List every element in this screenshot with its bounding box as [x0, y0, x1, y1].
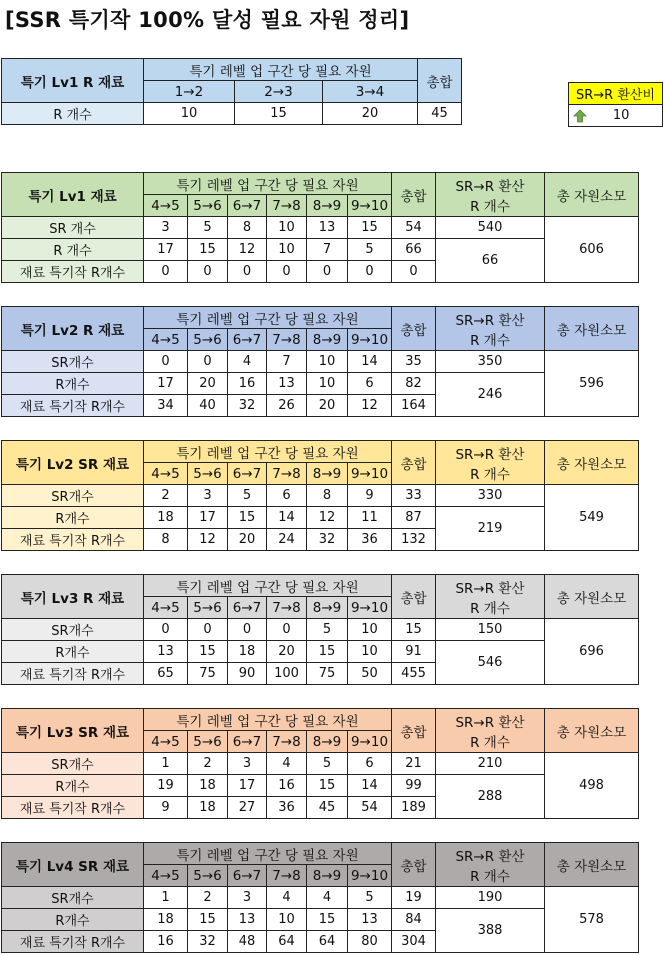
sr-conversion-cell: 330 — [436, 485, 545, 507]
conversion-header: SR→R 환산 R 개수 — [436, 843, 545, 887]
table-row — [2, 641, 639, 663]
total-cell: 455 — [392, 663, 436, 685]
grand-total-header: 총 자원소모 — [545, 173, 639, 217]
total-cell: 99 — [392, 775, 436, 797]
value-cell: 15 — [188, 909, 228, 931]
value-cell: 2 — [188, 887, 228, 909]
level-header: 4→5 — [144, 463, 188, 485]
level-header: 9→10 — [348, 731, 392, 753]
level-header: 7→8 — [267, 865, 307, 887]
level-header: 4→5 — [144, 195, 188, 217]
row-label: 재료 특기작 R개수 — [2, 931, 144, 953]
row-label: R개수 — [2, 507, 144, 529]
level-header: 4→5 — [144, 329, 188, 351]
value-cell: 11 — [348, 507, 392, 529]
value-cell: 0 — [144, 619, 188, 641]
value-cell: 0 — [188, 351, 228, 373]
table-name: 특기 Lv1 R 재료 — [2, 59, 144, 103]
value-cell: 27 — [228, 797, 267, 819]
row-label: SR개수 — [2, 619, 144, 641]
row-label: SR개수 — [2, 485, 144, 507]
grand-total-cell: 596 — [545, 351, 639, 417]
level-header: 5→6 — [188, 329, 228, 351]
value-cell: 6 — [267, 485, 307, 507]
value-cell: 3 — [228, 753, 267, 775]
total-cell: 132 — [392, 529, 436, 551]
total-cell: 164 — [392, 395, 436, 417]
value-cell: 75 — [188, 663, 228, 685]
level-header: 5→6 — [188, 463, 228, 485]
value-cell: 16 — [228, 373, 267, 395]
grand-total-cell: 549 — [545, 485, 639, 551]
value-cell: 36 — [267, 797, 307, 819]
level-header: 8→9 — [307, 731, 348, 753]
value-cell: 64 — [267, 931, 307, 953]
value-cell: 24 — [267, 529, 307, 551]
row-label: R개수 — [2, 373, 144, 395]
value-cell: 8 — [228, 217, 267, 239]
value-cell: 10 — [348, 641, 392, 663]
value-cell: 14 — [348, 775, 392, 797]
value-cell: 9 — [144, 797, 188, 819]
level-header: 9→10 — [348, 329, 392, 351]
row-label: 재료 특기작 R개수 — [2, 797, 144, 819]
value-cell: 15 — [307, 909, 348, 931]
value-cell: 3 — [144, 217, 188, 239]
group-header: 특기 레벨 업 구간 당 필요 자원 — [144, 709, 392, 731]
value-cell: 13 — [267, 373, 307, 395]
total-cell: 45 — [418, 103, 462, 125]
value-cell: 12 — [307, 507, 348, 529]
value-cell: 9 — [348, 485, 392, 507]
grand-total-cell: 578 — [545, 887, 639, 953]
r-conversion-cell: 546 — [436, 641, 545, 685]
total-header: 총합 — [418, 59, 462, 103]
level-header: 2→3 — [235, 81, 323, 103]
value-cell: 2 — [144, 485, 188, 507]
value-cell: 34 — [144, 395, 188, 417]
group-header: 특기 레벨 업 구간 당 필요 자원 — [144, 173, 392, 195]
row-label: R 개수 — [2, 239, 144, 261]
lv1-r-material-table — [1, 58, 462, 125]
table-row — [2, 239, 639, 261]
material-table — [1, 440, 639, 551]
total-cell: 189 — [392, 797, 436, 819]
value-cell: 50 — [348, 663, 392, 685]
level-header: 1→2 — [144, 81, 235, 103]
value-cell: 20 — [307, 395, 348, 417]
value-cell: 19 — [144, 775, 188, 797]
value-cell: 20 — [323, 103, 418, 125]
level-header: 9→10 — [348, 195, 392, 217]
value-cell: 4 — [228, 351, 267, 373]
total-cell: 87 — [392, 507, 436, 529]
value-cell: 36 — [348, 529, 392, 551]
value-cell: 15 — [235, 103, 323, 125]
value-cell: 5 — [307, 619, 348, 641]
value-cell: 8 — [144, 529, 188, 551]
sr-conversion-cell: 190 — [436, 887, 545, 909]
value-cell: 10 — [267, 239, 307, 261]
value-cell: 18 — [188, 797, 228, 819]
row-label: 재료 특기작 R개수 — [2, 261, 144, 283]
material-table — [1, 842, 639, 953]
value-cell: 5 — [307, 753, 348, 775]
level-header: 7→8 — [267, 329, 307, 351]
value-cell: 8 — [307, 485, 348, 507]
total-header: 총합 — [392, 307, 436, 351]
value-cell: 17 — [144, 373, 188, 395]
table-row — [2, 909, 639, 931]
row-label: 재료 특기작 R개수 — [2, 529, 144, 551]
total-header: 총합 — [392, 441, 436, 485]
grand-total-cell: 696 — [545, 619, 639, 685]
level-header: 8→9 — [307, 865, 348, 887]
value-cell: 20 — [188, 373, 228, 395]
table-name: 특기 Lv3 SR 재료 — [2, 709, 144, 753]
level-header: 4→5 — [144, 731, 188, 753]
value-cell: 40 — [188, 395, 228, 417]
level-header: 6→7 — [228, 195, 267, 217]
value-cell: 12 — [348, 395, 392, 417]
value-cell: 10 — [307, 351, 348, 373]
total-cell: 54 — [392, 217, 436, 239]
value-cell: 16 — [267, 775, 307, 797]
value-cell: 15 — [348, 217, 392, 239]
material-table — [1, 574, 639, 685]
level-header: 9→10 — [348, 865, 392, 887]
row-label: 재료 특기작 R개수 — [2, 395, 144, 417]
row-label: SR개수 — [2, 753, 144, 775]
conversion-header: SR→R 환산 R 개수 — [436, 173, 545, 217]
value-cell: 15 — [188, 239, 228, 261]
level-header: 3→4 — [323, 81, 418, 103]
total-cell: 91 — [392, 641, 436, 663]
value-cell: 100 — [267, 663, 307, 685]
material-table — [1, 306, 639, 417]
table-row — [2, 775, 639, 797]
value-cell: 12 — [228, 239, 267, 261]
value-cell: 15 — [307, 775, 348, 797]
value-cell: 45 — [307, 797, 348, 819]
group-header: 특기 레벨 업 구간 당 필요 자원 — [144, 59, 418, 81]
value-cell: 17 — [228, 775, 267, 797]
level-header: 5→6 — [188, 597, 228, 619]
table-row — [2, 619, 639, 641]
row-label: R 개수 — [2, 103, 144, 125]
level-header: 7→8 — [267, 463, 307, 485]
value-cell: 0 — [144, 351, 188, 373]
value-cell: 4 — [267, 887, 307, 909]
value-cell: 13 — [307, 217, 348, 239]
value-cell: 5 — [228, 485, 267, 507]
value-cell: 10 — [348, 619, 392, 641]
level-header: 9→10 — [348, 463, 392, 485]
total-cell: 0 — [392, 261, 436, 283]
table-row — [2, 373, 639, 395]
row-label: 재료 특기작 R개수 — [2, 663, 144, 685]
value-cell: 15 — [307, 641, 348, 663]
total-cell: 84 — [392, 909, 436, 931]
value-cell: 0 — [307, 261, 348, 283]
value-cell: 14 — [267, 507, 307, 529]
table-name: 특기 Lv3 R 재료 — [2, 575, 144, 619]
level-header: 6→7 — [228, 329, 267, 351]
conversion-header: SR→R 환산비 — [569, 83, 663, 105]
level-header: 8→9 — [307, 329, 348, 351]
group-header: 특기 레벨 업 구간 당 필요 자원 — [144, 307, 392, 329]
sr-conversion-cell: 540 — [436, 217, 545, 239]
level-header: 8→9 — [307, 597, 348, 619]
value-cell: 15 — [228, 507, 267, 529]
value-cell: 18 — [144, 507, 188, 529]
r-conversion-cell: 388 — [436, 909, 545, 953]
row-label: R개수 — [2, 641, 144, 663]
material-table — [1, 708, 639, 819]
table-row — [2, 507, 639, 529]
table-row — [2, 485, 639, 507]
level-header: 6→7 — [228, 731, 267, 753]
level-header: 4→5 — [144, 865, 188, 887]
row-label: R개수 — [2, 775, 144, 797]
value-cell: 48 — [228, 931, 267, 953]
value-cell: 0 — [267, 619, 307, 641]
value-cell: 0 — [188, 619, 228, 641]
grand-total-cell: 606 — [545, 217, 639, 283]
value-cell: 32 — [188, 931, 228, 953]
table-row — [2, 351, 639, 373]
row-label: SR개수 — [2, 887, 144, 909]
value-cell: 0 — [228, 261, 267, 283]
value-cell: 5 — [348, 887, 392, 909]
table-row — [2, 217, 639, 239]
sr-conversion-cell: 350 — [436, 351, 545, 373]
row-label: SR개수 — [2, 351, 144, 373]
value-cell: 13 — [144, 641, 188, 663]
value-cell: 12 — [188, 529, 228, 551]
value-cell: 0 — [348, 261, 392, 283]
conversion-value: 10 — [612, 108, 630, 123]
grand-total-header: 총 자원소모 — [545, 843, 639, 887]
value-cell: 26 — [267, 395, 307, 417]
value-cell: 15 — [188, 641, 228, 663]
level-header: 8→9 — [307, 463, 348, 485]
total-cell: 15 — [392, 619, 436, 641]
level-header: 9→10 — [348, 597, 392, 619]
value-cell: 75 — [307, 663, 348, 685]
total-cell: 35 — [392, 351, 436, 373]
value-cell: 3 — [188, 485, 228, 507]
value-cell: 65 — [144, 663, 188, 685]
value-cell: 7 — [307, 239, 348, 261]
grand-total-header: 총 자원소모 — [545, 575, 639, 619]
conversion-ratio-box — [568, 82, 663, 127]
value-cell: 80 — [348, 931, 392, 953]
table-row — [2, 887, 639, 909]
table-name: 특기 Lv2 R 재료 — [2, 307, 144, 351]
level-header: 8→9 — [307, 195, 348, 217]
value-cell: 10 — [267, 217, 307, 239]
grand-total-header: 총 자원소모 — [545, 307, 639, 351]
group-header: 특기 레벨 업 구간 당 필요 자원 — [144, 441, 392, 463]
total-cell: 82 — [392, 373, 436, 395]
value-cell: 1 — [144, 887, 188, 909]
r-conversion-cell: 288 — [436, 775, 545, 819]
value-cell: 10 — [307, 373, 348, 395]
level-header: 7→8 — [267, 731, 307, 753]
level-header: 5→6 — [188, 731, 228, 753]
r-conversion-cell: 66 — [436, 239, 545, 283]
group-header: 특기 레벨 업 구간 당 필요 자원 — [144, 575, 392, 597]
sr-conversion-cell: 210 — [436, 753, 545, 775]
value-cell: 32 — [228, 395, 267, 417]
total-header: 총합 — [392, 709, 436, 753]
material-table — [1, 172, 639, 283]
value-cell: 0 — [228, 619, 267, 641]
value-cell: 13 — [348, 909, 392, 931]
value-cell: 5 — [188, 217, 228, 239]
grand-total-header: 총 자원소모 — [545, 709, 639, 753]
grand-total-cell: 498 — [545, 753, 639, 819]
value-cell: 6 — [348, 373, 392, 395]
value-cell: 20 — [267, 641, 307, 663]
value-cell: 18 — [228, 641, 267, 663]
total-cell: 19 — [392, 887, 436, 909]
value-cell: 54 — [348, 797, 392, 819]
table-name: 특기 Lv1 재료 — [2, 173, 144, 217]
value-cell: 0 — [267, 261, 307, 283]
r-conversion-cell: 219 — [436, 507, 545, 551]
level-header: 6→7 — [228, 463, 267, 485]
r-conversion-cell: 246 — [436, 373, 545, 417]
conversion-header: SR→R 환산 R 개수 — [436, 709, 545, 753]
total-cell: 33 — [392, 485, 436, 507]
conversion-header: SR→R 환산 R 개수 — [436, 307, 545, 351]
total-cell: 21 — [392, 753, 436, 775]
conversion-header: SR→R 환산 R 개수 — [436, 441, 545, 485]
total-cell: 66 — [392, 239, 436, 261]
value-cell: 4 — [307, 887, 348, 909]
value-cell: 17 — [144, 239, 188, 261]
total-cell: 304 — [392, 931, 436, 953]
value-cell: 10 — [267, 909, 307, 931]
value-cell: 2 — [188, 753, 228, 775]
value-cell: 10 — [144, 103, 235, 125]
level-header: 6→7 — [228, 597, 267, 619]
value-cell: 90 — [228, 663, 267, 685]
group-header: 특기 레벨 업 구간 당 필요 자원 — [144, 843, 392, 865]
table-name: 특기 Lv4 SR 재료 — [2, 843, 144, 887]
table-row — [2, 753, 639, 775]
value-cell: 16 — [144, 931, 188, 953]
value-cell: 32 — [307, 529, 348, 551]
conversion-header: SR→R 환산 R 개수 — [436, 575, 545, 619]
row-label: R개수 — [2, 909, 144, 931]
page-title: [SSR 특기작 100% 달성 필요 자원 정리] — [5, 8, 410, 32]
grand-total-header: 총 자원소모 — [545, 441, 639, 485]
sr-conversion-cell: 150 — [436, 619, 545, 641]
value-cell: 64 — [307, 931, 348, 953]
level-header: 4→5 — [144, 597, 188, 619]
total-header: 총합 — [392, 575, 436, 619]
row-label: SR 개수 — [2, 217, 144, 239]
table-name: 특기 Lv2 SR 재료 — [2, 441, 144, 485]
value-cell: 4 — [267, 753, 307, 775]
total-header: 총합 — [392, 843, 436, 887]
value-cell: 0 — [188, 261, 228, 283]
value-cell: 18 — [144, 909, 188, 931]
total-header: 총합 — [392, 173, 436, 217]
level-header: 5→6 — [188, 865, 228, 887]
value-cell: 0 — [144, 261, 188, 283]
value-cell: 20 — [228, 529, 267, 551]
level-header: 5→6 — [188, 195, 228, 217]
value-cell: 3 — [228, 887, 267, 909]
value-cell: 13 — [228, 909, 267, 931]
value-cell: 14 — [348, 351, 392, 373]
level-header: 7→8 — [267, 597, 307, 619]
value-cell: 6 — [348, 753, 392, 775]
level-header: 6→7 — [228, 865, 267, 887]
up-arrow-icon — [573, 109, 587, 123]
value-cell: 7 — [267, 351, 307, 373]
level-header: 7→8 — [267, 195, 307, 217]
value-cell: 5 — [348, 239, 392, 261]
value-cell: 17 — [188, 507, 228, 529]
value-cell: 18 — [188, 775, 228, 797]
value-cell: 1 — [144, 753, 188, 775]
